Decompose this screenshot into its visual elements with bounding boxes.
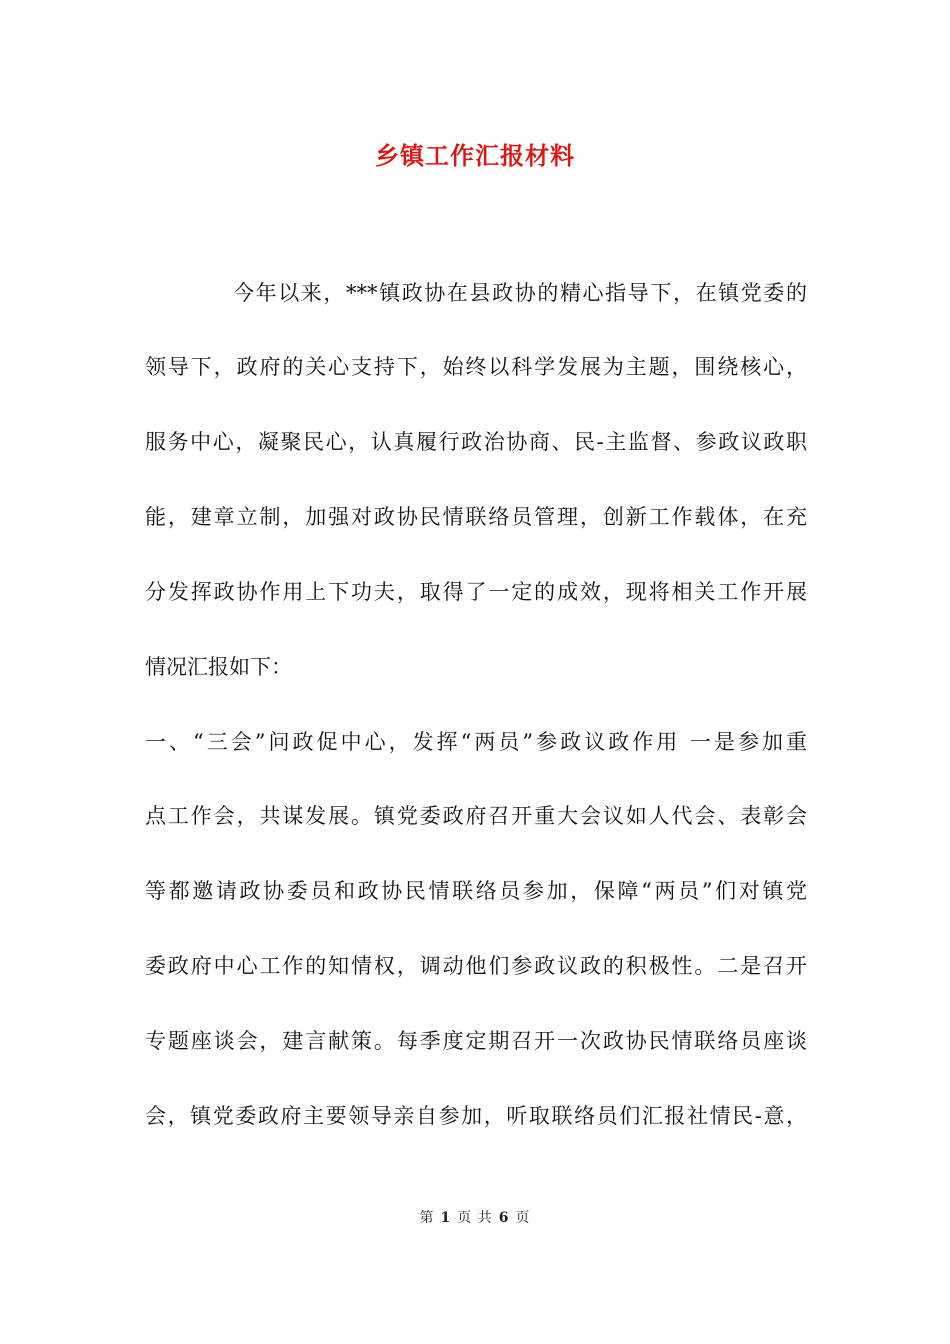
body-line-9: 等都邀请政协委员和政协民情联络员参加，保障“两员”们对镇党	[145, 879, 807, 903]
body-line-4: 能，建章立制，加强对政协民情联络员管理，创新工作载体，在充	[145, 505, 807, 529]
footer-suffix: 页	[515, 1210, 531, 1226]
body-line-8: 点工作会，共谋发展。镇党委政府召开重大会议如人代会、表彰会	[145, 804, 807, 828]
total-pages-number: 6	[498, 1210, 510, 1226]
body-line-6: 情况汇报如下：	[145, 655, 292, 679]
footer-prefix: 第	[419, 1210, 435, 1226]
body-line-3: 服务中心，凝聚民心，认真履行政治协商、民-主监督、参政议政职	[145, 430, 807, 454]
body-line-1: 今年以来，***镇政协在县政协的精心指导下，在镇党委的	[233, 281, 807, 305]
footer-mid: 页 共	[457, 1210, 493, 1226]
page-footer	[0, 1207, 950, 1227]
body-line-10: 委政府中心工作的知情权，调动他们参政议政的积极性。二是召开	[145, 954, 807, 978]
body-line-12: 会，镇党委政府主要领导亲自参加，听取联络员们汇报社情民-意，	[145, 1104, 807, 1128]
body-line-2: 领导下，政府的关心支持下，始终以科学发展为主题，围绕核心，	[145, 355, 807, 379]
current-page-number: 1	[440, 1210, 452, 1226]
body-line-11: 专题座谈会，建言献策。每季度定期召开一次政协民情联络员座谈	[145, 1029, 807, 1053]
document-title: 乡镇工作汇报材料	[375, 141, 575, 170]
body-line-5: 分发挥政协作用上下功夫，取得了一定的成效，现将相关工作开展	[145, 580, 807, 604]
body-line-7: 一、“三会”问政促中心，发挥“两员”参政议政作用 一是参加重	[145, 730, 807, 754]
